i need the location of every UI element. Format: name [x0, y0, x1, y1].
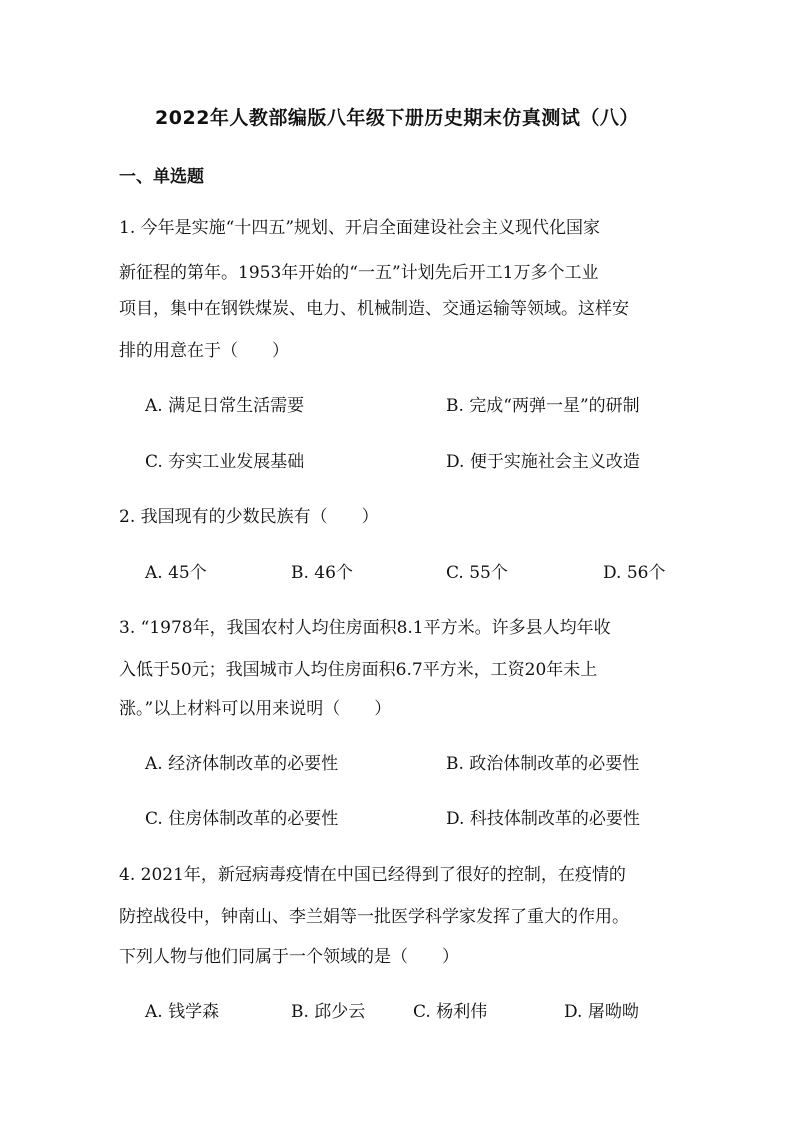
question-text-line: 入低于50元；我国城市人均住房面积6.7平方米，工资20年未上	[119, 660, 598, 680]
option-b[interactable]: B. 邱少云	[291, 1002, 366, 1022]
question-text-line: 防控战役中，钟南山、李兰娟等一批医学科学家发挥了重大的作用。	[119, 907, 629, 927]
option-c[interactable]: C. 55个	[446, 563, 508, 583]
question-text-line: 下列人物与他们同属于一个领域的是（ ）	[119, 947, 459, 967]
question-text-line: 涨。”以上材料可以用来说明（ ）	[119, 699, 392, 719]
question-text-line: 新征程的第年。1953年开始的“一五”计划先后开工1万多个工业	[119, 263, 599, 283]
option-b[interactable]: B. 完成“两弹一星”的研制	[446, 396, 640, 416]
option-c[interactable]: C. 杨利伟	[413, 1002, 488, 1022]
question-text-line: 项目，集中在钢铁煤炭、电力、机械制造、交通运输等领域。这样安	[119, 299, 629, 319]
option-a[interactable]: A. 钱学森	[145, 1002, 220, 1022]
option-d[interactable]: D. 56个	[603, 563, 666, 583]
question-text-line: 2. 我国现有的少数民族有（ ）	[119, 507, 379, 527]
option-d[interactable]: D. 屠呦呦	[564, 1002, 639, 1022]
option-b[interactable]: B. 政治体制改革的必要性	[446, 754, 640, 774]
option-a[interactable]: A. 45个	[145, 563, 207, 583]
option-a[interactable]: A. 满足日常生活需要	[145, 396, 305, 416]
question-text-line: 4. 2021年，新冠病毒疫情在中国已经得到了很好的控制，在疫情的	[119, 865, 626, 885]
option-b[interactable]: B. 46个	[291, 563, 353, 583]
option-a[interactable]: A. 经济体制改革的必要性	[145, 754, 339, 774]
option-d[interactable]: D. 便于实施社会主义改造	[446, 452, 640, 472]
question-text-line: 排的用意在于（ ）	[119, 341, 289, 361]
option-c[interactable]: C. 夯实工业发展基础	[145, 452, 305, 472]
section-heading: 一、单选题	[119, 167, 204, 187]
document-title: 2022年人教部编版八年级下册历史期末仿真测试（八）	[155, 107, 639, 129]
option-c[interactable]: C. 住房体制改革的必要性	[145, 809, 339, 829]
option-d[interactable]: D. 科技体制改革的必要性	[446, 809, 640, 829]
question-text-line: 3. “1978年，我国农村人均住房面积8.1平方米。许多县人均年收	[119, 618, 611, 638]
question-text-line: 1. 今年是实施“十四五”规划、开启全面建设社会主义现代化国家	[119, 218, 601, 238]
